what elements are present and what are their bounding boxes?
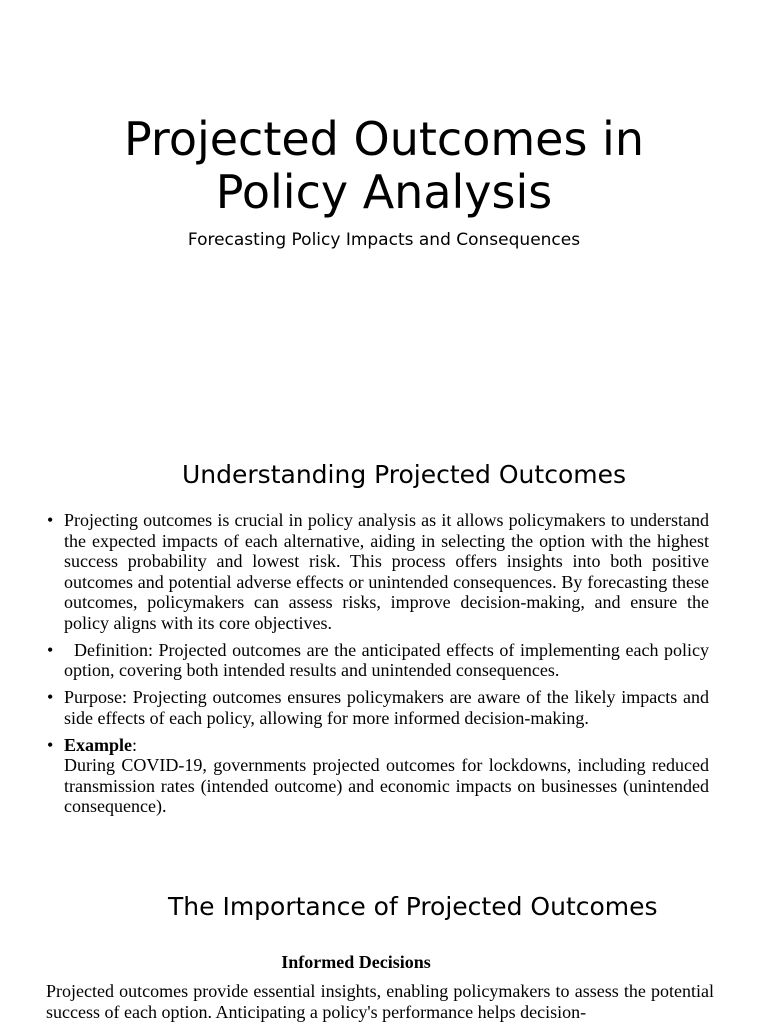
importance-heading: The Importance of Projected Outcomes (168, 892, 658, 921)
bullet-dot: • (47, 639, 54, 660)
bullet-dot: • (47, 734, 54, 755)
importance-subheading: Informed Decisions (281, 952, 431, 972)
example-label-suffix: : (132, 734, 138, 755)
bullet-text-example: During COVID-19, governments projected outcomes for lockdowns, including reduced transmission rates (intended outcome) and economic impacts on businesses (unintended consequence). (64, 755, 709, 816)
bullet-item-purpose (47, 687, 709, 728)
bullet-text-purpose: Purpose: Projecting outcomes ensures policymakers are aware of the likely impacts and side effects of each policy, allowing for more informed decision-making. (64, 687, 709, 728)
bullet-item-example (47, 735, 709, 817)
slide-subtitle: Forecasting Policy Impacts and Consequences (187, 230, 581, 250)
bullet-item-overview (47, 510, 709, 633)
understanding-bullet-list (47, 510, 709, 823)
understanding-heading: Understanding Projected Outcomes (182, 460, 626, 489)
bullet-text-definition: Definition: Projected outcomes are the anticipated effects of implementing each policy option, covering both intended results and unintended consequences. (64, 639, 709, 680)
bullet-item-definition (47, 640, 709, 681)
slide-title (0, 113, 768, 219)
title-line-1: Projected Outcomes in (124, 112, 644, 166)
bullet-dot: • (47, 687, 54, 707)
bullet-dot: • (47, 510, 54, 530)
importance-paragraph: Projected outcomes provide essential insights, enabling policymakers to assess the potential success of each option. Anticipating a policy's performance helps decision- (46, 981, 714, 1022)
example-label: Example (64, 734, 133, 755)
title-line-2: Policy Analysis (215, 165, 553, 219)
bullet-text-overview: Projecting outcomes is crucial in policy analysis as it allows policymakers to understand the expected impacts of each alternative, aiding in selecting the option with the highest success probability and lowest risk. This process offers insights into both positive outcomes and potential adverse effects or unintended consequences. By forecasting these outcomes, policymakers can assess risks, improve decision-making, and ensure the policy aligns with its core objectives. (64, 510, 709, 633)
